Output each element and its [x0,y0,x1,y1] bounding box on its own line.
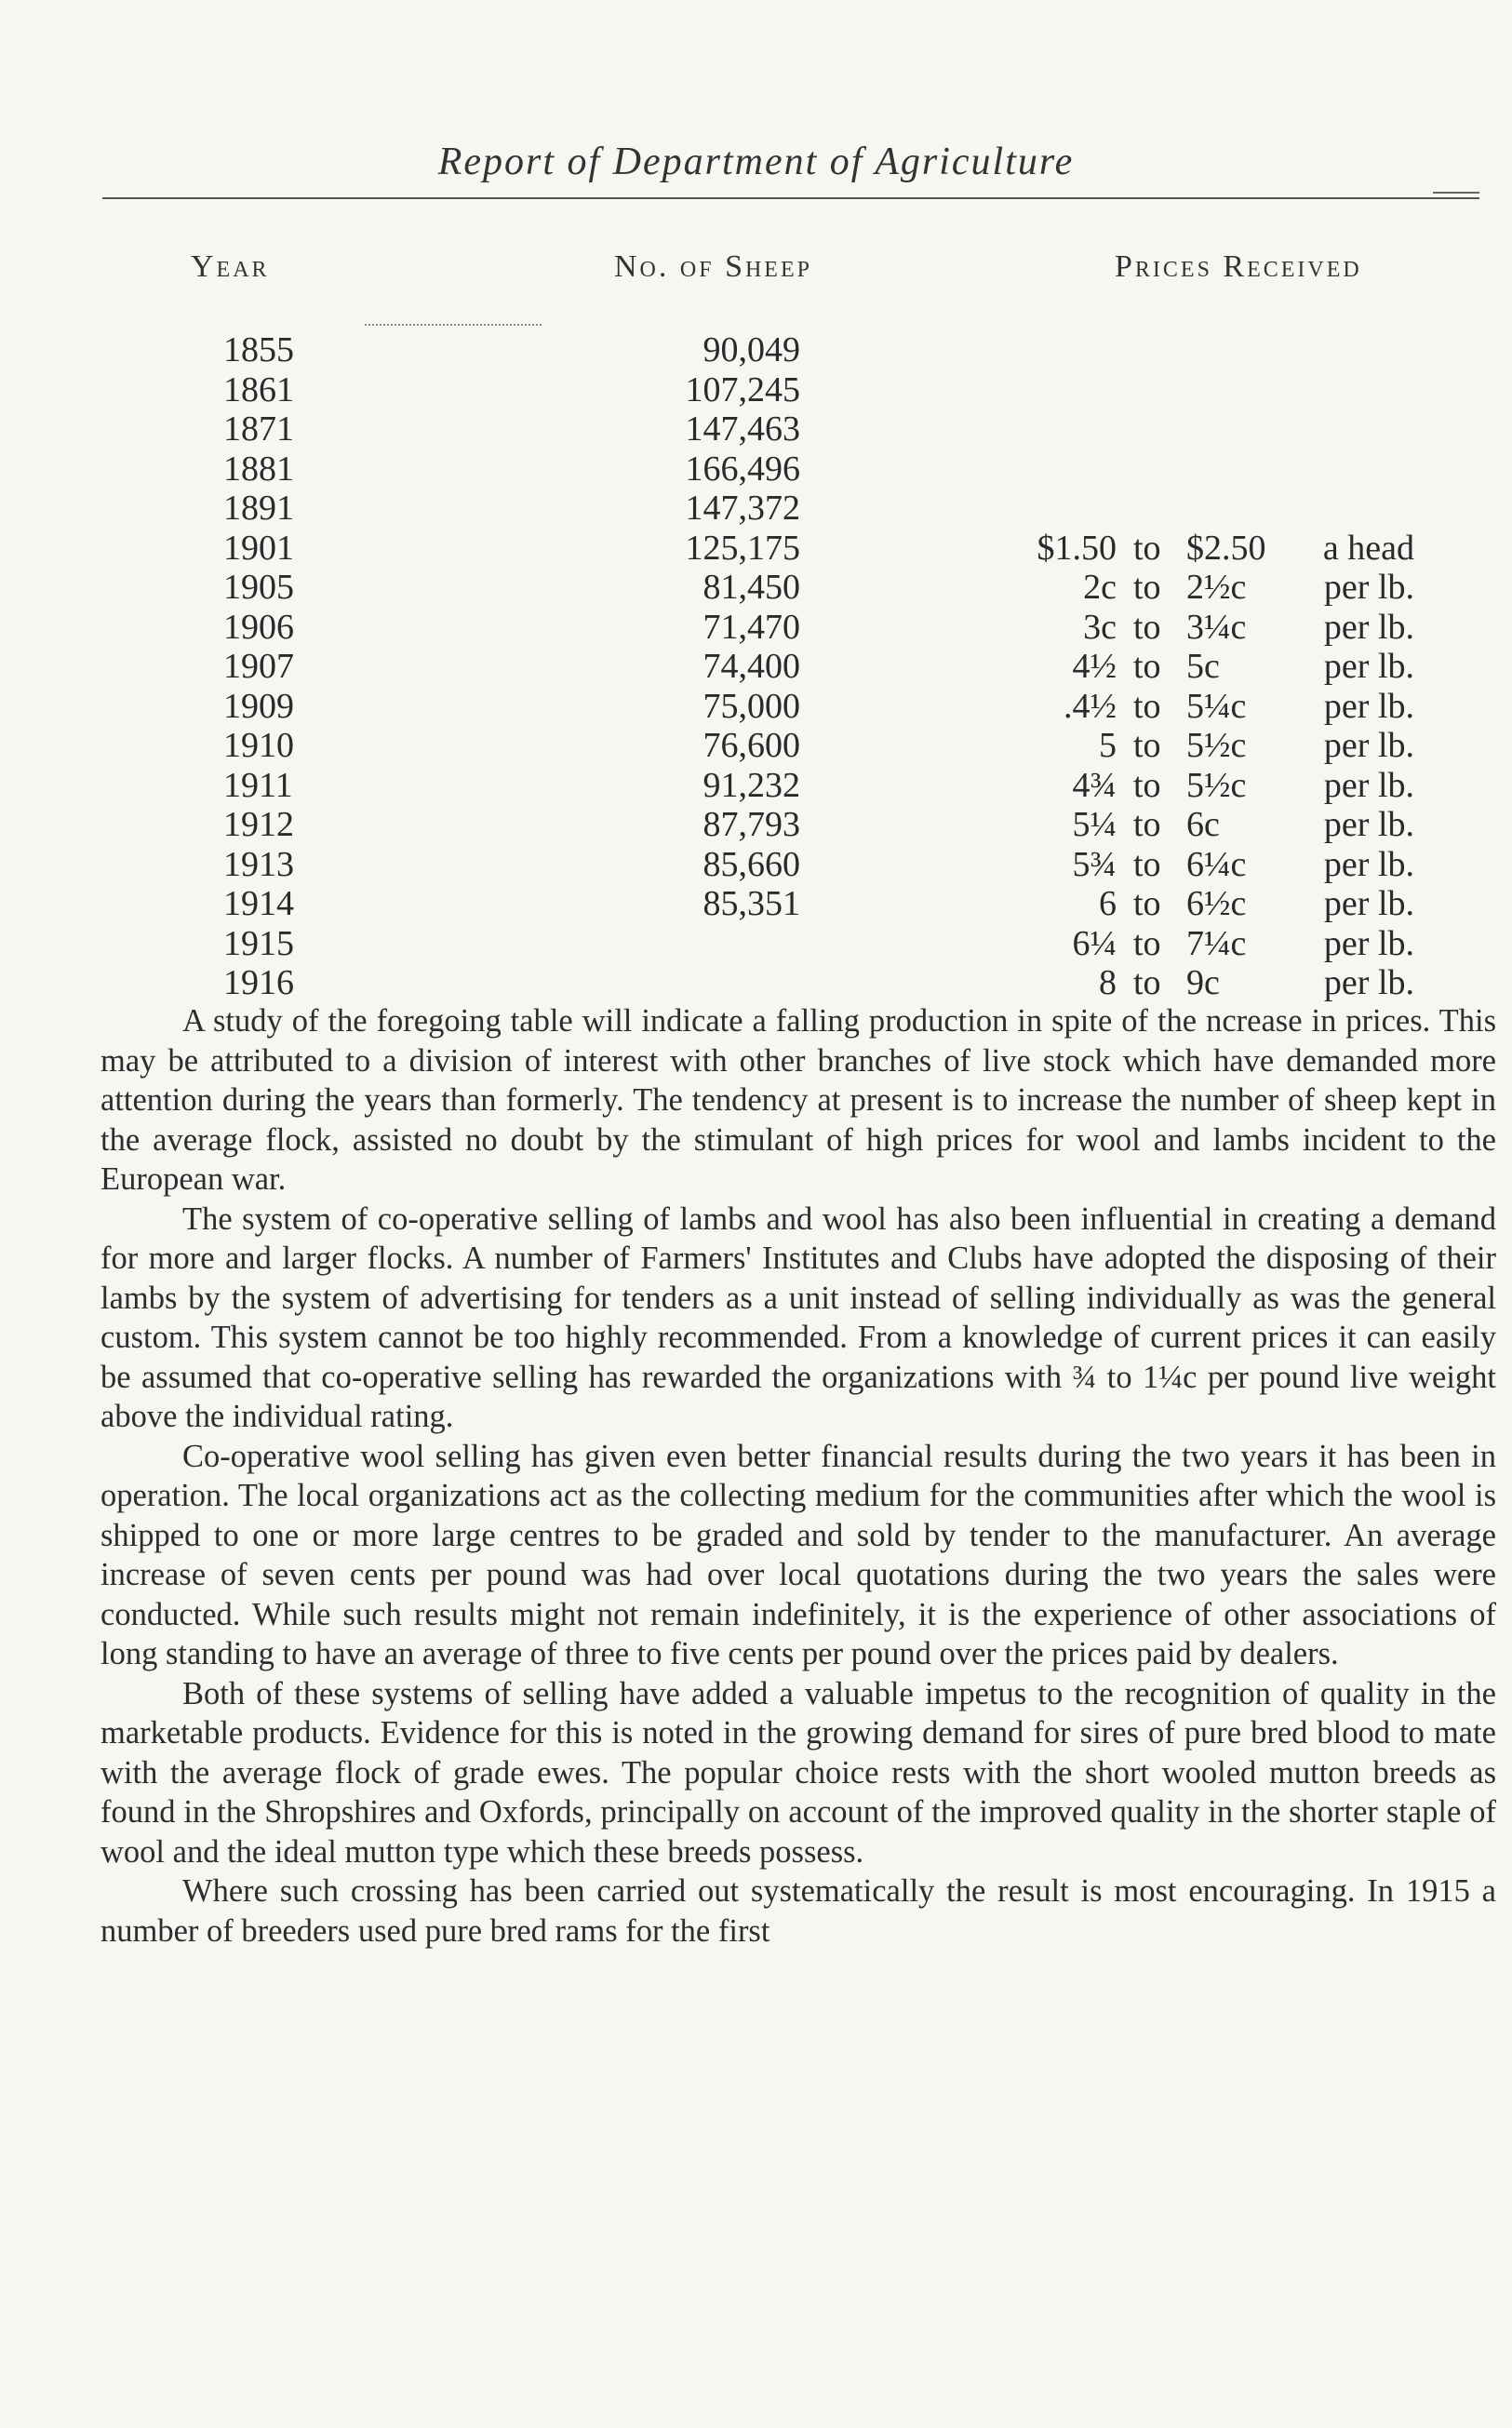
table-row [0,330,1512,370]
price-high-cell: 5½c [1186,765,1247,805]
body-text [100,1001,1496,1951]
price-high-cell: 9c [1186,963,1220,1002]
price-low-cell: 4¾ [1072,765,1117,805]
table-row [0,568,1512,608]
table-row [0,409,1512,449]
table-row [0,529,1512,569]
price-high-cell: 5c [1186,647,1220,686]
sheep-count-cell: 71,470 [702,607,800,647]
price-unit-cell: per lb. [1323,765,1414,805]
sheep-count-cell: 85,351 [702,884,800,923]
price-to-cell: to [1133,765,1161,805]
table-row [0,608,1512,648]
paragraph: Where such crossing has been carried out systematically the result is most encouraging. In 1915 a number of breeders used pure bred rams for the first [100,1873,1496,1949]
sheep-count-cell: 87,793 [702,805,800,844]
price-unit-cell: per lb. [1323,607,1414,647]
table-row [0,726,1512,766]
price-low-cell: 4½ [1072,647,1117,686]
sheep-count-cell: 147,463 [685,409,800,449]
price-low-cell: 5 [1099,726,1117,765]
sheep-count-cell: 76,600 [702,726,800,765]
sheep-count-cell: 85,660 [702,844,800,884]
price-unit-cell: a head [1322,528,1414,568]
paragraph: A study of the foregoing table will indicate a falling production in spite of the ncrease in prices. This may be attributed to a division of interest with other branches of live stock which have demanded more attention during the years than formerly. The tendency at present is to increase the number of sheep kept in the average flock, assisted no doubt by the stimulant of high prices for wool and lambs incident to the European war. [100,1003,1496,1197]
year-cell: 1911 [223,765,293,805]
sheep-price-table [0,330,1512,1003]
price-low-cell: 5¼ [1072,805,1117,844]
header-rule-tail [1433,192,1479,194]
year-cell: 1905 [223,568,294,607]
year-cell: 1915 [223,923,294,963]
price-high-cell: 2½c [1186,568,1247,607]
price-unit-cell: per lb. [1323,923,1414,963]
year-cell: 1907 [223,647,294,686]
price-unit-cell: per lb. [1323,647,1414,686]
price-high-cell: 6c [1186,805,1220,844]
table-row [0,845,1512,885]
price-high-cell: 5½c [1186,726,1247,765]
price-low-cell: 5¾ [1072,844,1117,884]
column-header-sheep: No. of Sheep [614,249,812,284]
column-header-year: Year [191,249,270,284]
table-row [0,963,1512,1003]
year-cell: 1910 [223,726,294,765]
year-cell: 1901 [223,528,294,568]
sheep-count-cell: 147,372 [685,489,800,528]
price-to-cell: to [1133,686,1161,726]
year-cell: 1912 [223,805,294,844]
sheep-count-cell: 74,400 [702,647,800,686]
sheep-count-cell: 90,049 [702,330,800,369]
sheep-count-cell: 166,496 [685,449,800,489]
price-unit-cell: per lb. [1323,726,1414,765]
price-unit-cell: per lb. [1323,884,1414,923]
price-low-cell: 6 [1099,884,1117,923]
table-row [0,489,1512,529]
price-low-cell: $1.50 [1037,528,1117,568]
price-unit-cell: per lb. [1323,963,1414,1002]
table-row [0,766,1512,806]
sheep-count-cell: 75,000 [702,686,800,726]
price-to-cell: to [1133,568,1161,607]
paragraph: Co-operative wool selling has given even better financial results during the two years it has been in operation. The local organizations act as the collecting medium for the communities after which the wool is shipped to one or more large centres to be graded and sold by tender to the manufacturer. An average increase of seven cents per pound was had over local quotations during the two years the sales were conducted. While such results might not remain indefinitely, it is the experience of other associations of long standing to have an average of three to five cents per pound over the prices paid by dealers. [100,1438,1496,1671]
price-low-cell: 6¼ [1072,923,1117,963]
price-low-cell: 8 [1099,963,1117,1002]
price-to-cell: to [1133,963,1161,1002]
price-to-cell: to [1133,726,1161,765]
price-high-cell: $2.50 [1186,528,1266,568]
running-title: Report of Department of Agriculture [437,141,1075,183]
year-cell: 1871 [223,409,294,449]
table-row [0,449,1512,490]
header-rule [102,197,1479,199]
price-high-cell: 7¼c [1186,923,1247,963]
year-cell: 1855 [223,330,294,369]
year-cell: 1861 [223,369,294,409]
table-row [0,687,1512,727]
year-cell: 1891 [223,489,294,528]
price-high-cell: 6½c [1186,884,1247,923]
column-header-prices: Prices Received [1115,249,1362,284]
sheep-count-cell: 107,245 [685,369,800,409]
price-to-cell: to [1133,607,1161,647]
price-low-cell: 2c [1083,568,1117,607]
table-row [0,370,1512,410]
sheep-count-cell: 125,175 [685,528,800,568]
table-row [0,884,1512,924]
price-to-cell: to [1133,923,1161,963]
price-to-cell: to [1133,844,1161,884]
year-cell: 1916 [223,963,294,1002]
price-high-cell: 5¼c [1186,686,1247,726]
price-unit-cell: per lb. [1323,844,1414,884]
year-cell: 1913 [223,844,294,884]
price-unit-cell: per lb. [1323,805,1414,844]
price-unit-cell: per lb. [1323,568,1414,607]
price-high-cell: 3¼c [1186,607,1247,647]
price-high-cell: 6¼c [1186,844,1247,884]
table-dash-mark [365,324,542,326]
sheep-count-cell: 81,450 [702,568,800,607]
price-low-cell: 3c [1083,607,1117,647]
table-row [0,924,1512,964]
price-to-cell: to [1133,528,1161,568]
year-cell: 1906 [223,607,294,647]
price-unit-cell: per lb. [1323,686,1414,726]
year-cell: 1909 [223,686,294,726]
year-cell: 1881 [223,449,294,489]
price-to-cell: to [1133,884,1161,923]
table-row [0,805,1512,845]
sheep-count-cell: 91,232 [702,765,800,805]
paragraph: Both of these systems of selling have added a valuable impetus to the recognition of quality in the marketable products. Evidence for this is noted in the growing demand for sires of pure bred blood to mate with the average flock of grade ewes. The popular choice rests with the short wooled mutton breeds as found in the Shropshires and Oxfords, principally on account of the improved quality in the shorter staple of wool and the ideal mutton type which these breeds possess. [100,1675,1496,1870]
price-to-cell: to [1133,805,1161,844]
price-to-cell: to [1133,647,1161,686]
table-row [0,647,1512,687]
year-cell: 1914 [223,884,294,923]
paragraph: The system of co-operative selling of lambs and wool has also been influential in creating a demand for more and larger flocks. A number of Farmers' Institutes and Clubs have adopted the disposing of their lambs by the system of advertising for tenders as a unit instead of selling individually as was the general custom. This system cannot be too highly recommended. From a knowledge of current prices it can easily be assumed that co-operative selling has rewarded the organizations with ¾ to 1¼c per pound live weight above the individual rating. [100,1201,1496,1434]
price-low-cell: .4½ [1064,686,1117,726]
